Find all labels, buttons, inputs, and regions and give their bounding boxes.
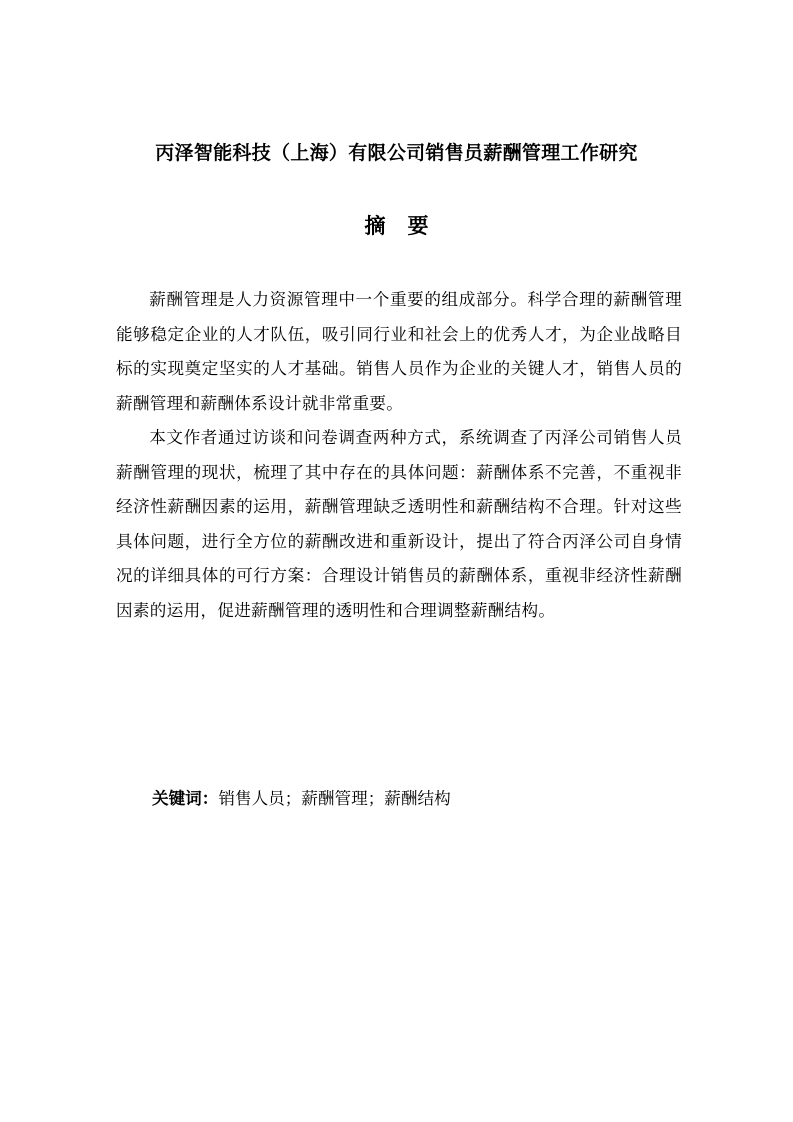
keywords-label: 关键词： <box>152 789 219 808</box>
abstract-paragraph-1: 薪酬管理是人力资源管理中一个重要的组成部分。科学合理的薪酬管理能够稳定企业的人才队伍，吸引同行业和社会上的优秀人才，为企业战略目标的实现奠定坚实的人才基础。销售人员作为企业的关键人才，销售人员的薪酬管理和薪酬体系设计就非常重要。 <box>116 290 682 413</box>
document-title: 丙泽智能科技（上海）有限公司销售员薪酬管理工作研究 <box>155 142 638 164</box>
abstract-body <box>116 283 682 628</box>
keywords-text: 销售人员；薪酬管理；薪酬结构 <box>218 789 451 808</box>
abstract-heading: 摘要 <box>364 214 451 238</box>
abstract-paragraph-2: 本文作者通过访谈和问卷调查两种方式，系统调查了丙泽公司销售人员薪酬管理的现状，梳理了其中存在的具体问题：薪酬体系不完善，不重视非经济性薪酬因素的运用，薪酬管理缺乏透明性和薪酬结构不合理。针对这些具体问题，进行全方位的薪酬改进和重新设计，提出了符合丙泽公司自身情况的详细具体的可行方案：合理设计销售员的薪酬体系，重视非经济性薪酬因素的运用，促进薪酬管理的透明性和合理调整薪酬结构。 <box>116 428 682 620</box>
keywords-line <box>152 784 692 814</box>
